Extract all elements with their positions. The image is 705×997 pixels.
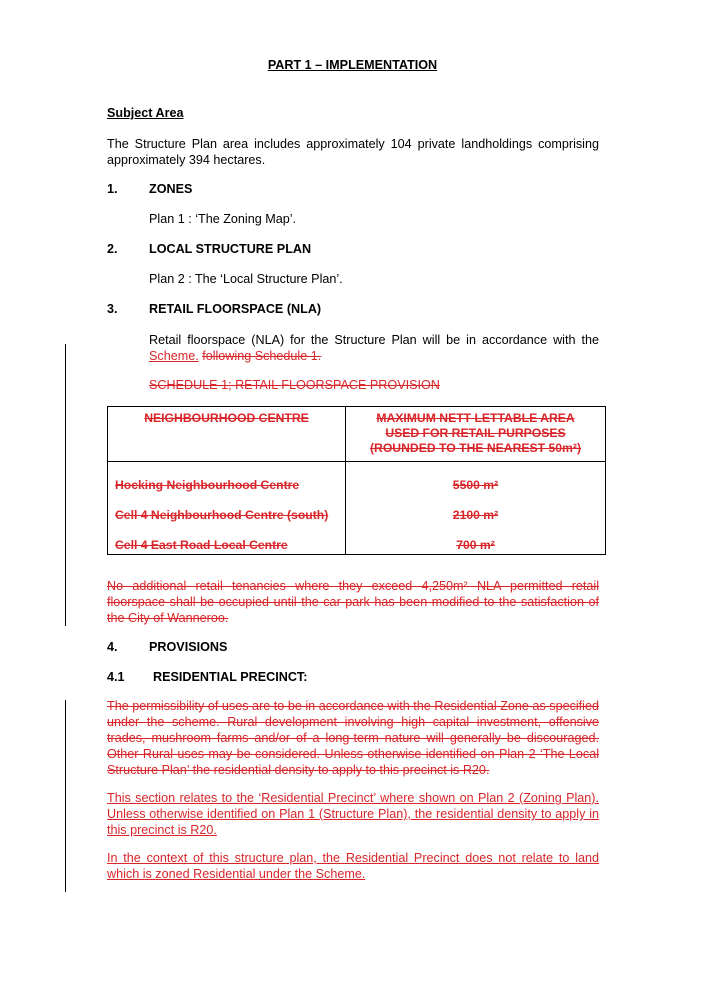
- section-4-1-number: 4.1: [107, 670, 125, 684]
- inserted-text: Scheme.: [149, 349, 199, 363]
- section-4-1-heading: RESIDENTIAL PRECINCT:: [153, 670, 308, 684]
- residential-deleted-text: The permissibility of uses are to be in accordance with the Residential Zone as specified under the scheme. Rural development involving high capital investment, offensive trades, mushroom farms and/or of a long-term nature will generally be discouraged. Other Rural uses may be considered. Unless otherwise identified on Plan 2 ‘The Local Structure Plan’ the residential density to apply to this precinct is R20.: [107, 699, 599, 777]
- table-header-row: [108, 407, 606, 462]
- section-2-number: 2.: [107, 242, 118, 256]
- row-1-area: 5500 m²: [452, 478, 499, 492]
- section-3-text-prefix: Retail floorspace (NLA) for the Structure Plan will be in accordance with the: [149, 333, 599, 347]
- revision-change-bar: [65, 700, 66, 892]
- table-row: [108, 493, 606, 523]
- section-3-number: 3.: [107, 302, 118, 316]
- schedule-title: SCHEDULE 1; RETAIL FLOORSPACE PROVISION: [149, 378, 440, 392]
- col2-header-line-2: USED FOR RETAIL PURPOSES: [385, 426, 566, 440]
- section-2-text: Plan 2 : The ‘Local Structure Plan’.: [149, 272, 343, 286]
- col2-header-line-3: (ROUNDED TO THE NEAREST 50m²): [369, 441, 582, 455]
- col2-header-line-1: MAXIMUM NETT LETTABLE AREA: [376, 411, 575, 425]
- section-1-heading: ZONES: [149, 182, 193, 196]
- row-1-name: Hocking Neighbourhood Centre: [115, 478, 300, 492]
- residential-inserted-text-2: In the context of this structure plan, the Residential Precinct does not relate to land which is zoned Residential under the Scheme.: [107, 851, 599, 881]
- section-1-number: 1.: [107, 182, 118, 196]
- revision-change-bar: [65, 344, 66, 626]
- section-2-heading: LOCAL STRUCTURE PLAN: [149, 242, 312, 256]
- section-4-heading: PROVISIONS: [149, 640, 228, 654]
- row-3-name: Cell 4 East Road Local Centre: [115, 538, 288, 552]
- section-3-text: [149, 332, 599, 348]
- row-2-name: Cell 4 Neighbourhood Centre (south): [115, 508, 329, 522]
- schedule-note: No additional retail tenancies where they exceed 4,250m² NLA permitted retail floorspace shall be occupied until the car park has been modified to the satisfaction of the City of Wanneroo.: [107, 579, 599, 625]
- table-row: [108, 462, 606, 494]
- deleted-text: following Schedule 1.: [202, 349, 322, 363]
- retail-floorspace-table: [107, 406, 606, 555]
- subject-area-text: The Structure Plan area includes approximately 104 private landholdings comprising approximately 394 hectares.: [107, 137, 599, 167]
- section-3-heading: RETAIL FLOORSPACE (NLA): [149, 302, 322, 316]
- section-1-text: Plan 1 : ‘The Zoning Map’.: [149, 212, 297, 226]
- section-3-revisions: [149, 348, 321, 364]
- col1-header: NEIGHBOURHOOD CENTRE: [144, 411, 309, 425]
- row-3-area: 700 m²: [456, 538, 495, 552]
- section-4-number: 4.: [107, 640, 118, 654]
- subject-area-heading: Subject Area: [107, 106, 184, 120]
- row-2-area: 2100 m²: [452, 508, 499, 522]
- table-row: [108, 523, 606, 555]
- page-title: PART 1 – IMPLEMENTATION: [267, 58, 438, 72]
- residential-inserted-text-1: This section relates to the ‘Residential Precinct’ where shown on Plan 2 (Zoning Plan). Unless otherwise identified on Plan 1 (Structure Plan), the residential density to apply in this precinct is R20.: [107, 791, 599, 837]
